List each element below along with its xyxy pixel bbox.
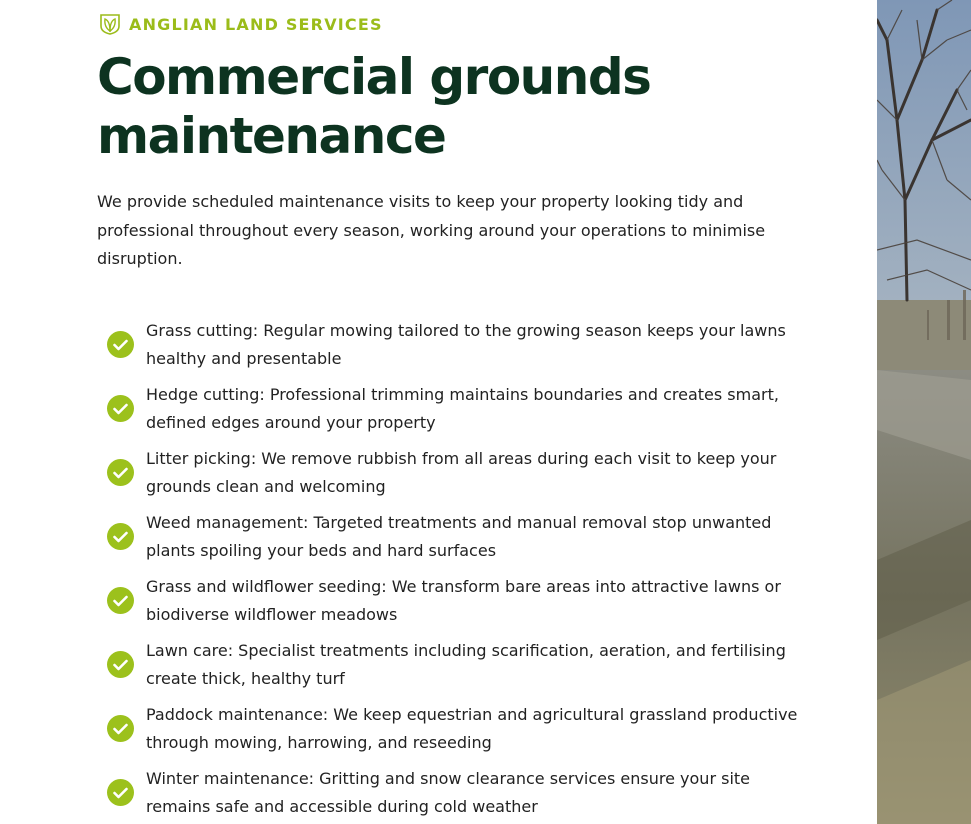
check-circle-icon	[107, 779, 134, 806]
check-circle-icon	[107, 331, 134, 358]
list-item	[97, 441, 817, 505]
feature-text: Weed management: Targeted treatments and manual removal stop unwanted plants spoiling your beds and hard surfaces	[146, 512, 772, 560]
feature-list	[97, 313, 817, 824]
feature-text: Grass cutting: Regular mowing tailored to the growing season keeps your lawns healthy and presentable	[146, 320, 786, 368]
feature-text: Lawn care: Specialist treatments including scarification, aeration, and fertilising create thick, healthy turf	[146, 640, 786, 688]
feature-text: Grass and wildflower seeding: We transform bare areas into attractive lawns or biodiverse wildflower meadows	[146, 576, 781, 624]
list-item	[97, 633, 817, 697]
feature-text: Paddock maintenance: We keep equestrian and agricultural grassland productive through mowing, harrowing, and reseeding	[146, 704, 798, 752]
leaf-badge-icon	[97, 12, 123, 36]
check-circle-icon	[107, 395, 134, 422]
check-circle-icon	[107, 459, 134, 486]
feature-text: Hedge cutting: Professional trimming maintains boundaries and creates smart, defined edges around your property	[146, 384, 779, 432]
orchard-photo	[877, 0, 971, 824]
feature-text: Litter picking: We remove rubbish from all areas during each visit to keep your grounds clean and welcoming	[146, 448, 777, 496]
check-circle-icon	[107, 587, 134, 614]
list-item	[97, 377, 817, 441]
brand-name: ANGLIAN LAND SERVICES	[129, 14, 383, 34]
check-circle-icon	[107, 715, 134, 742]
check-circle-icon	[107, 523, 134, 550]
list-item	[97, 505, 817, 569]
check-circle-icon	[107, 651, 134, 678]
list-item	[97, 569, 817, 633]
list-item	[97, 761, 817, 824]
list-item	[97, 313, 817, 377]
list-item	[97, 697, 817, 761]
brand-eyebrow	[97, 12, 817, 36]
intro-paragraph: We provide scheduled maintenance visits to keep your property looking tidy and professional throughout every season, working around your operations to minimise disruption.	[97, 192, 766, 268]
page-title: Commercial grounds maintenance	[97, 48, 651, 165]
main-content	[97, 0, 817, 824]
feature-text: Winter maintenance: Gritting and snow clearance services ensure your site remains safe and accessible during cold weather	[146, 768, 751, 816]
